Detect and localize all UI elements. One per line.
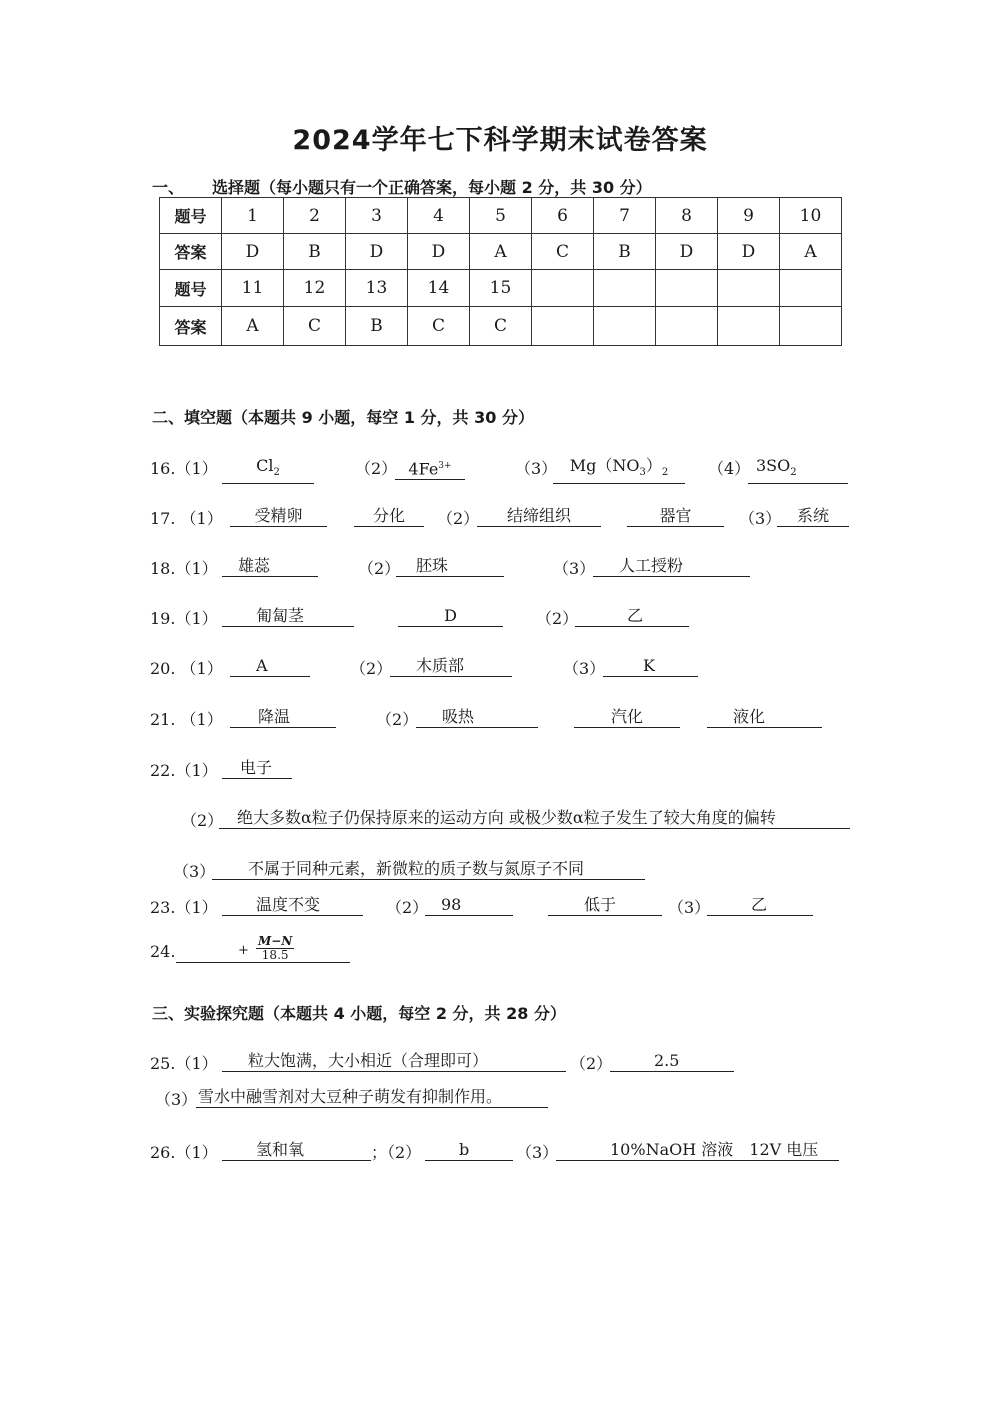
q19-part-2: （2） [536,609,579,628]
table-cell [656,270,718,307]
table-cell: C [408,307,470,346]
q22-answer-2: 绝大多数α粒子仍保持原来的运动方向 或极少数α粒子发生了较大角度的偏转 [219,808,850,829]
q20-number: 20. （1） [150,659,223,678]
table-cell: B [594,234,656,270]
table-cell: 9 [718,198,780,234]
q18-part-2: （2） [358,559,401,578]
section1-heading: 选择题（每小题只有一个正确答案，每小题 2 分，共 30 分） [212,178,652,197]
q25-part-2: （2） [570,1054,613,1073]
table-cell: C [284,307,346,346]
q16-answer-4: $3SO_2$ [748,456,848,484]
table-cell: C [532,234,594,270]
table-cell [532,307,594,346]
table-cell: D [346,234,408,270]
q22-part-3: （3） [173,862,216,881]
q24-plus: + [238,943,249,958]
fraction-denominator: 18.5 [261,948,289,962]
q23-answer-3: 低于 [548,895,662,916]
table-cell: 13 [346,270,408,307]
q23-part-3: （3） [668,898,711,917]
answer-table [159,197,842,346]
q25-answer-3: 雪水中融雪剂对大豆种子萌发有抑制作用。 [196,1087,548,1108]
q20-part-3: （3） [563,659,606,678]
section2-heading: 二、填空题（本题共 9 小题，每空 1 分，共 30 分） [152,408,534,427]
table-cell: 8 [656,198,718,234]
table-cell: 7 [594,198,656,234]
q17-answer-3: 结缔组织 [477,506,601,527]
q17-part-3: （3） [739,509,782,528]
table-cell [780,307,842,346]
q23-part-2: （2） [386,898,429,917]
q16-answer-2: $4Fe^{3+}$ [395,456,465,480]
q16-part-4: （4） [708,459,751,478]
q21-number: 21. （1） [150,710,223,729]
q17-answer-4: 器官 [627,506,724,527]
q24-answer [176,936,350,963]
table-cell: 15 [470,270,532,307]
section3-heading: 三、实验探究题（本题共 4 小题，每空 2 分，共 28 分） [152,1004,566,1023]
q21-answer-4: 液化 [707,707,822,728]
q22-number: 22.（1） [150,761,218,780]
q26-number: 26.（1） [150,1143,218,1162]
q24-fraction [256,935,294,962]
q20-answer-1: A [230,656,310,677]
q21-part-2: （2） [376,710,419,729]
table-cell: 11 [222,270,284,307]
q22-answer-1: 电子 [222,758,292,779]
table-cell [532,270,594,307]
table-cell: D [222,234,284,270]
q16-part-2: （2） [355,459,398,478]
q18-number: 18.（1） [150,559,218,578]
q20-answer-2: 木质部 [390,656,512,677]
q23-answer-4: 乙 [707,895,813,916]
q20-part-2: （2） [350,659,393,678]
question-number-row [160,198,842,234]
q18-part-3: （3） [553,559,596,578]
table-cell: 12 [284,270,346,307]
table-cell: D [408,234,470,270]
q17-answer-1: 受精卵 [230,506,327,527]
answer-row [160,234,842,270]
row-label-answer: 答案 [160,234,222,270]
q26-part-3: （3） [516,1143,559,1162]
table-cell: C [470,307,532,346]
question-number-row [160,270,842,307]
q25-answer-2: 2.5 [610,1051,734,1072]
q20-answer-3: K [603,656,698,677]
row-label-answer: 答案 [160,307,222,346]
q26-answer-2: b [425,1140,513,1161]
table-cell: 14 [408,270,470,307]
q25-answer-1: 粒大饱满，大小相近（合理即可） [222,1051,566,1072]
q25-part-3: （3） [155,1090,198,1109]
row-label-question: 题号 [160,198,222,234]
table-cell: D [656,234,718,270]
q24-number: 24. [150,942,176,961]
table-cell [718,307,780,346]
q18-answer-2: 胚珠 [396,556,504,577]
q16-answer-3: $Mg(NO_3)_2$ [553,456,685,484]
q19-answer-3: 乙 [575,606,689,627]
row-label-question: 题号 [160,270,222,307]
table-cell: A [222,307,284,346]
q19-answer-1: 匍匐茎 [222,606,354,627]
q23-answer-2: 98 [425,895,513,916]
q17-answer-5: 系统 [777,506,849,527]
table-cell: 3 [346,198,408,234]
q19-answer-2: D [398,606,503,627]
table-cell [656,307,718,346]
q26-answer-1: 氢和氧 [222,1140,371,1161]
q17-number: 17. （1） [150,509,223,528]
table-cell [718,270,780,307]
q18-answer-3: 人工授粉 [593,556,750,577]
q26-answer-3: 10%NaOH 溶液 12V 电压 [556,1140,839,1161]
q16-answer-1: $Cl_2$ [222,456,314,484]
q17-part-2: （2） [437,509,480,528]
answer-row [160,307,842,346]
table-cell: A [780,234,842,270]
table-cell: B [284,234,346,270]
q21-answer-3: 汽化 [574,707,680,728]
q23-number: 23.（1） [150,898,218,917]
table-cell: 5 [470,198,532,234]
table-cell: 6 [532,198,594,234]
q22-answer-3: 不属于同种元素，新微粒的质子数与氮原子不同 [212,859,645,880]
table-cell [594,307,656,346]
q21-answer-2: 吸热 [416,707,538,728]
q16-part-3: （3） [515,459,558,478]
q17-answer-2: 分化 [354,506,424,527]
table-cell [780,270,842,307]
q21-answer-1: 降温 [230,707,336,728]
section1-heading-number: 一、 [152,178,185,197]
table-cell: D [718,234,780,270]
q22-part-2: （2） [181,811,224,830]
table-cell: 2 [284,198,346,234]
q18-answer-1: 雄蕊 [222,556,318,577]
fraction-numerator: M−N [258,934,293,948]
table-cell: 1 [222,198,284,234]
table-cell: A [470,234,532,270]
q23-answer-1: 温度不变 [222,895,363,916]
q16-number: 16.（1） [150,459,218,478]
table-cell: B [346,307,408,346]
table-cell: 10 [780,198,842,234]
q26-separator: ；（2） [371,1143,422,1162]
q19-number: 19.（1） [150,609,218,628]
q25-number: 25.（1） [150,1054,218,1073]
table-cell: 4 [408,198,470,234]
table-cell [594,270,656,307]
page-title: 2024学年七下科学期末试卷答案 [292,125,708,156]
